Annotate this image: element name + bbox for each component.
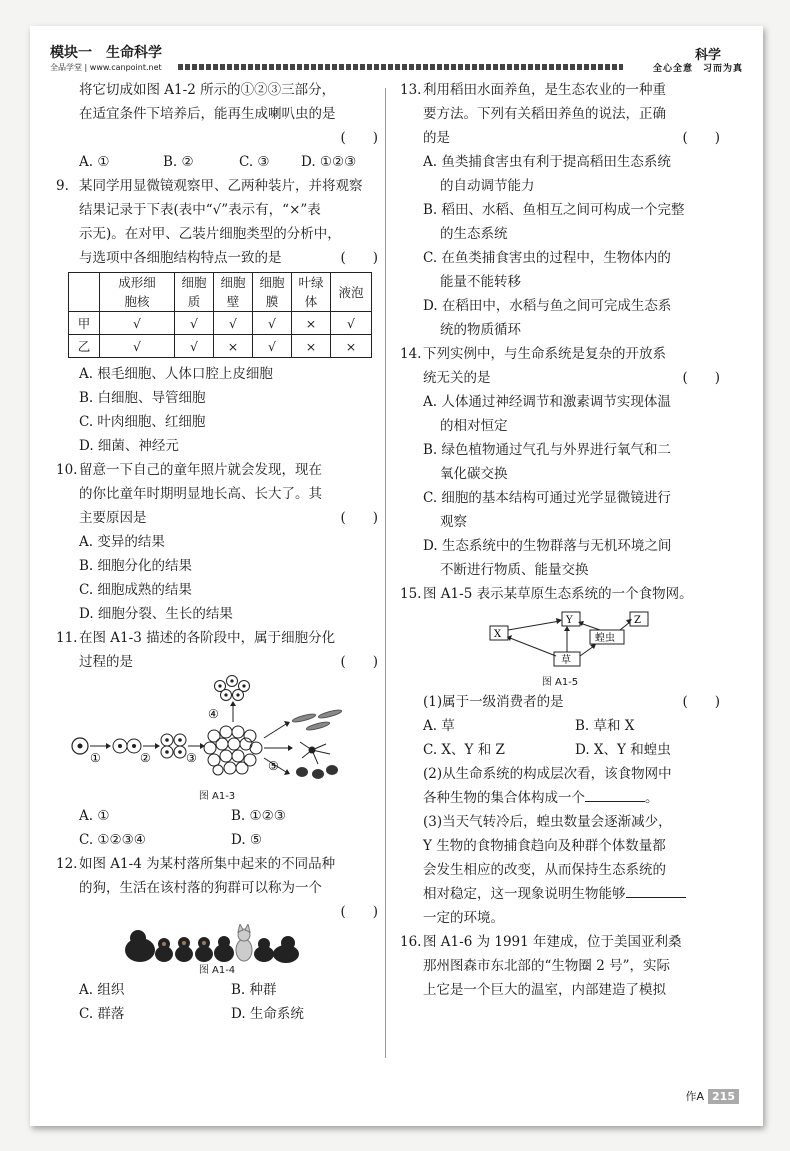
q14-option: A. 人体通过神经调节和激素调节实现体温	[423, 394, 671, 410]
q15-sub3	[400, 882, 720, 906]
table-cell: √	[175, 335, 214, 358]
site-url: 全品学堂 | www.canpoint.net	[50, 63, 162, 72]
answer-paren: ( )	[340, 904, 378, 920]
question-text: 某同学用显微镜观察甲、乙两种装片，并将观察	[79, 178, 363, 194]
q10-line	[56, 458, 378, 482]
answer-paren: ( )	[340, 250, 378, 266]
node-label: Z	[634, 615, 641, 626]
right-column	[400, 78, 720, 1002]
table-header-cell: 液泡	[331, 273, 372, 312]
option: A. ①	[79, 808, 110, 824]
answer-blank[interactable]	[585, 787, 645, 802]
q11-options	[56, 804, 378, 828]
option: C. 群落	[79, 1006, 125, 1022]
stage-label: ③	[186, 751, 197, 765]
option: A. ①	[79, 154, 110, 170]
table-header-cell: 成形细 胞核	[100, 273, 175, 312]
table-cell: ×	[292, 312, 331, 335]
q13-option: A. 鱼类捕食害虫有利于提高稻田生态系统	[423, 154, 671, 170]
table-header-row	[69, 273, 372, 312]
q14-line	[400, 342, 720, 366]
question-text: 的是	[423, 130, 450, 146]
q13-option: B. 稻田、水稻、鱼相互之间可构成一个完整	[423, 202, 685, 218]
table-cell: 乙	[69, 335, 100, 358]
question-text: 如图 A1-4 为某村落所集中起来的不同品种	[79, 856, 336, 872]
q15-options	[400, 738, 720, 762]
option: A. 组织	[79, 982, 125, 998]
q15-line	[400, 582, 720, 606]
figure-a1-4	[56, 924, 378, 964]
figure-caption: 图 A1-3	[198, 791, 236, 802]
q14-option: B. 绿色植物通过气孔与外界进行氧气和二	[423, 442, 672, 458]
stage-label: ①	[90, 751, 101, 765]
table-cell: √	[253, 335, 292, 358]
q13-option-cont: 能量不能转移	[440, 274, 521, 290]
punctuation: 。	[645, 790, 659, 806]
q14-option-cont: 观察	[440, 514, 467, 530]
table-row	[69, 312, 372, 335]
q9-option: D. 细菌、神经元	[79, 438, 179, 454]
question-number: 9.	[56, 178, 69, 194]
node-label: Y	[566, 615, 573, 626]
food-web-diagram	[470, 608, 670, 674]
q12-options	[56, 978, 378, 1002]
q9-option: B. 白细胞、导管细胞	[79, 390, 206, 406]
option: B. ②	[163, 154, 194, 170]
q13-option-cont: 的自动调节能力	[440, 178, 535, 194]
cell-structure-table	[68, 272, 372, 358]
question-number: 14.	[400, 346, 422, 362]
page-footer	[686, 1088, 740, 1104]
question-number: 12.	[56, 856, 78, 872]
q16-line: 上它是一个巨大的温室，内部建造了模拟	[423, 982, 666, 998]
question-text: 各种生物的集合体构成一个	[423, 790, 585, 806]
page-header	[50, 40, 743, 80]
q9-line	[56, 246, 378, 270]
table-cell: √	[331, 312, 372, 335]
node-label: 蝗虫	[595, 633, 615, 644]
question-number: 16.	[400, 934, 422, 950]
table-cell: ×	[331, 335, 372, 358]
table-cell: √	[100, 335, 175, 358]
question-text: 与选项中各细胞结构特点一致的是	[79, 250, 282, 266]
q15-options	[400, 714, 720, 738]
question-number: 13.	[400, 82, 422, 98]
answer-paren: ( )	[340, 654, 378, 670]
q14-option-cont: 氧化碳交换	[440, 466, 508, 482]
q15-sub3: 会发生相应的改变，从而保持生态系统的	[423, 862, 666, 878]
answer-blank[interactable]	[626, 883, 686, 898]
dogs-photo	[124, 924, 304, 964]
header-divider-bar	[178, 64, 623, 70]
subject-title: 科学	[694, 48, 721, 63]
option: D. ⑤	[231, 832, 263, 848]
q13-option: D. 在稻田中，水稻与鱼之间可完成生态系	[423, 298, 672, 314]
module-title: 模块一 生命科学	[50, 45, 162, 61]
option: D. ①②③	[301, 154, 357, 170]
table-corner-cell	[69, 273, 100, 312]
table-header-cell: 细胞 膜	[253, 273, 292, 312]
answer-paren: ( )	[682, 130, 720, 146]
q15-sub2	[400, 786, 720, 810]
q13-line	[400, 126, 720, 150]
q9-line: 结果记录于下表(表中“√”表示有，“×”表	[79, 202, 321, 218]
answer-paren: ( )	[340, 130, 378, 146]
q14-option-cont: 不断进行物质、能量交换	[440, 562, 589, 578]
q15-sub3: Y 生物的食物捕食趋向及种群个体数量都	[423, 838, 666, 854]
column-divider	[385, 88, 386, 1058]
stage-label: ⑤	[268, 759, 279, 773]
option: B. 种群	[231, 982, 277, 998]
option: D. 生命系统	[231, 1006, 304, 1022]
header-slogan: 全心全意 习而为真	[652, 64, 743, 74]
answer-paren: ( )	[682, 694, 720, 710]
table-cell: 甲	[69, 312, 100, 335]
q16-line: 那州图森市东北部的“生物圈 2 号”，实际	[423, 958, 670, 974]
option: C. ①②③④	[79, 832, 146, 848]
option: D. X、Y 和蝗虫	[575, 742, 671, 758]
q12-line: 的狗，生活在该村落的狗群可以称为一个	[79, 880, 322, 896]
q11-line	[56, 650, 378, 674]
question-text: 图 A1-6 为 1991 年建成，位于美国亚利桑	[423, 934, 682, 950]
q16-line	[400, 930, 720, 954]
question-text: (1)属于一级消费者的是	[423, 694, 564, 710]
q14-option-cont: 的相对恒定	[440, 418, 508, 434]
q11-options	[56, 828, 378, 852]
q9-option: A. 根毛细胞、人体口腔上皮细胞	[79, 366, 273, 382]
q12-line	[56, 852, 378, 876]
table-header-cell: 细胞 壁	[214, 273, 253, 312]
q13-line: 要方法。下列有关稻田养鱼的说法，正确	[423, 106, 666, 122]
q8-line: 在适宜条件下培养后，能再生成喇叭虫的是	[79, 106, 336, 122]
question-text: 留意一下自己的童年照片就会发现，现在	[79, 462, 322, 478]
q14-option: D. 生态系统中的生物群落与无机环境之间	[423, 538, 672, 554]
q13-option-cont: 的生态系统	[440, 226, 508, 242]
table-cell: √	[253, 312, 292, 335]
table-header-cell: 叶绿 体	[292, 273, 331, 312]
node-label: 草	[561, 655, 571, 666]
table-header-cell: 细胞 质	[175, 273, 214, 312]
option: A. 草	[423, 718, 455, 734]
q11-line	[56, 626, 378, 650]
q12-options	[56, 1002, 378, 1026]
q10-option: B. 细胞分化的结果	[79, 558, 193, 574]
question-text: 下列实例中，与生命系统是复杂的开放系	[423, 346, 666, 362]
question-text: 过程的是	[79, 654, 133, 670]
left-column	[56, 78, 378, 1026]
q9-line: 示无)。在对甲、乙装片细胞类型的分析中，	[79, 226, 341, 242]
question-text: 在图 A1-3 描述的各阶段中，属于细胞分化	[79, 630, 336, 646]
q13-line	[400, 78, 720, 102]
q15-sub1	[400, 690, 720, 714]
question-text: 图 A1-5 表示某草原生态系统的一个食物网。	[423, 586, 693, 602]
q15-sub3: 一定的环境。	[423, 910, 504, 926]
table-cell: √	[175, 312, 214, 335]
table-cell: √	[214, 312, 253, 335]
q14-line	[400, 366, 720, 390]
page-number: 215	[708, 1089, 739, 1104]
q8-options	[56, 150, 378, 174]
q9-line	[56, 174, 378, 198]
q15-sub2: (2)从生命系统的构成层次看，该食物网中	[423, 766, 672, 782]
answer-paren: ( )	[682, 370, 720, 386]
figure-caption: 图 A1-4	[198, 965, 236, 976]
cell-division-diagram	[68, 674, 368, 790]
option: C. ③	[239, 154, 270, 170]
question-number: 15.	[400, 586, 422, 602]
node-label: X	[494, 629, 502, 640]
question-text: 主要原因是	[79, 510, 147, 526]
q10-option: A. 变异的结果	[79, 534, 165, 550]
option: B. ①②③	[231, 808, 286, 824]
q10-line: 的你比童年时期明显地长高、长大了。其	[79, 486, 322, 502]
page	[30, 26, 763, 1126]
q15-sub3: (3)当天气转冷后，蝗虫数量会逐渐减少，	[423, 814, 672, 830]
table-row	[69, 335, 372, 358]
q12-paren-line	[56, 900, 378, 924]
figure-a1-5	[400, 606, 720, 672]
q9-option: C. 叶肉细胞、红细胞	[79, 414, 206, 430]
question-number: 10.	[56, 462, 78, 478]
q10-option: C. 细胞成熟的结果	[79, 582, 192, 598]
table-cell: ×	[214, 335, 253, 358]
option: C. X、Y 和 Z	[423, 742, 505, 758]
question-number: 11.	[56, 630, 78, 646]
q10-line	[56, 506, 378, 530]
stage-label: ④	[208, 707, 219, 721]
q13-option-cont: 统的物质循环	[440, 322, 521, 338]
q13-option: C. 在鱼类捕食害虫的过程中，生物体内的	[423, 250, 671, 266]
table-cell: ×	[292, 335, 331, 358]
stage-label: ②	[140, 751, 151, 765]
q10-option: D. 细胞分裂、生长的结果	[79, 606, 233, 622]
question-text: 统无关的是	[423, 370, 491, 386]
option: B. 草和 X	[575, 718, 635, 734]
q8-paren-line	[56, 126, 378, 150]
q14-option: C. 细胞的基本结构可通过光学显微镜进行	[423, 490, 671, 506]
q8-line: 将它切成如图 A1-2 所示的①②③三部分，	[79, 82, 336, 98]
answer-paren: ( )	[340, 510, 378, 526]
figure-a1-3	[56, 674, 378, 790]
table-cell: √	[100, 312, 175, 335]
figure-caption: 图 A1-5	[541, 677, 579, 688]
question-text: 相对稳定，这一现象说明生物能够	[423, 886, 626, 902]
footer-label: 作A	[685, 1090, 705, 1103]
question-text: 利用稻田水面养鱼，是生态农业的一种重	[423, 82, 666, 98]
